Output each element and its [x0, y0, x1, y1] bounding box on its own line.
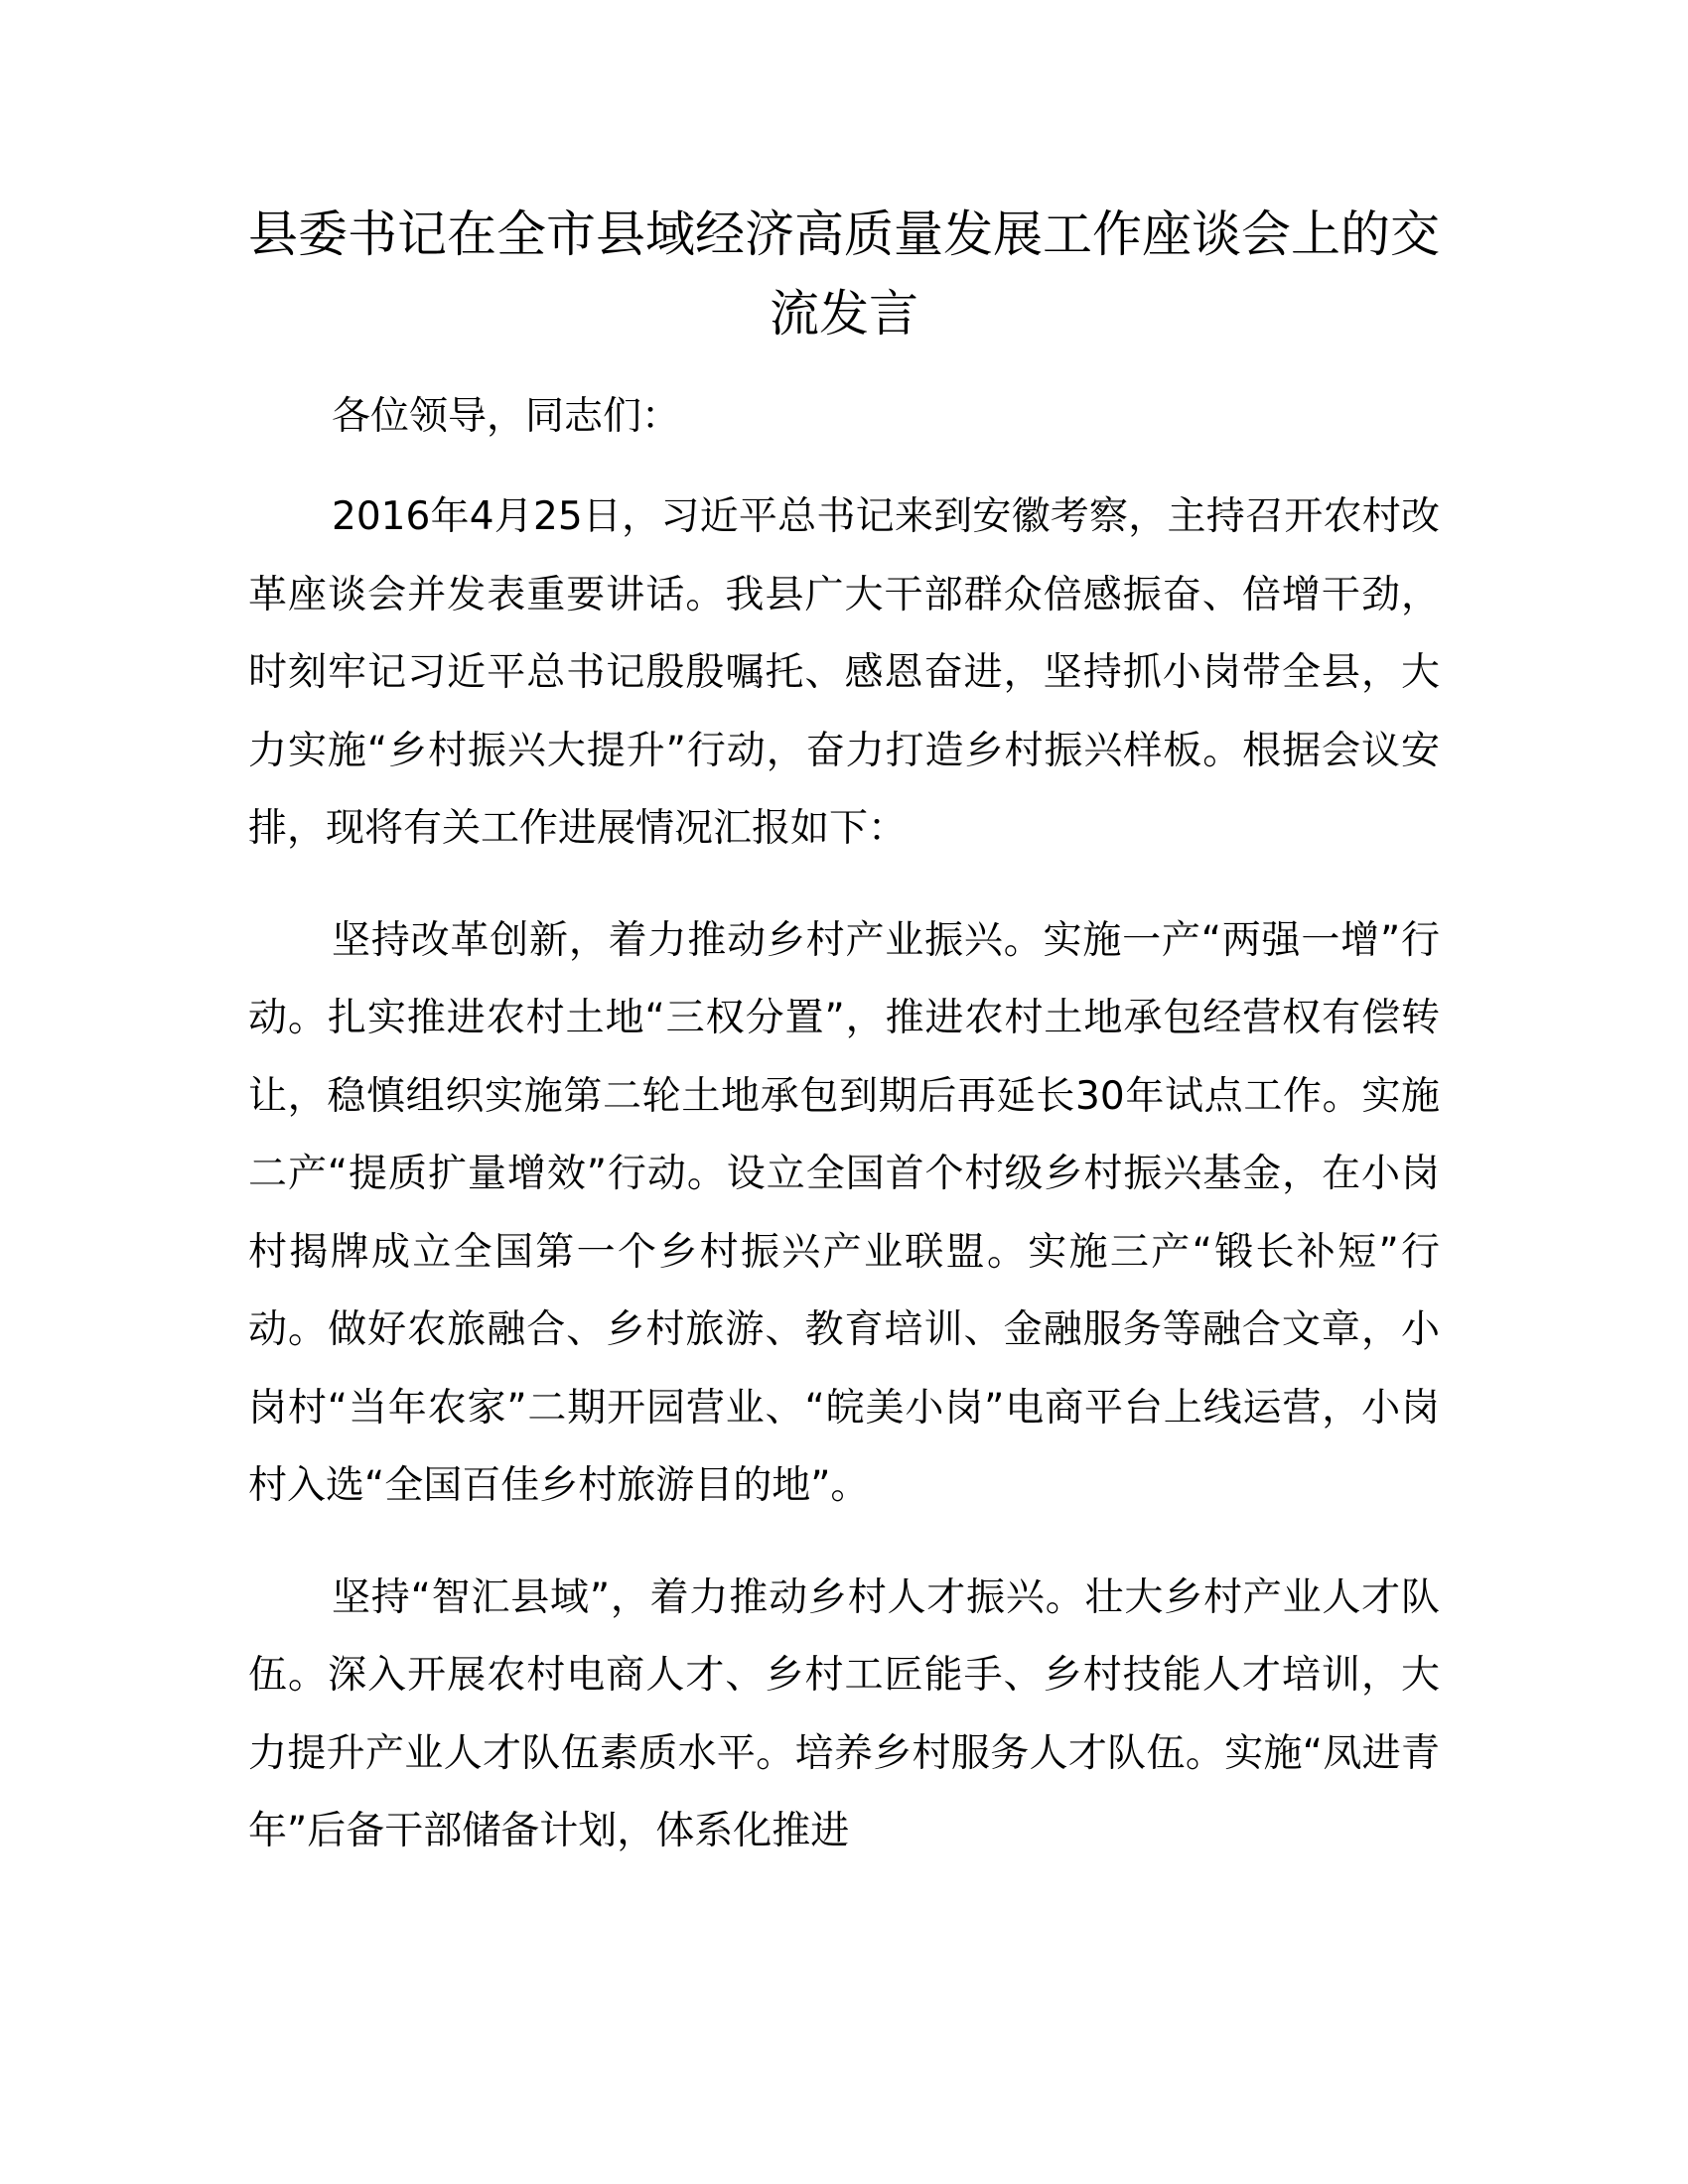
document-title: 县委书记在全市县域经济高质量发展工作座谈会上的交流发言	[248, 205, 1440, 342]
salutation: 各位领导，同志们：	[332, 394, 681, 439]
paragraph-industry-revitalization: 坚持改革创新，着力推动乡村产业振兴。实施一产“两强一增”行动。扎实推进农村土地“三权分置”，推进农村土地承包经营权有偿转让，稳慎组织实施第二轮土地承包到期后再延长30年试点工作。实施二产“提质扩量增效”行动。设立全国首个村级乡村振兴基金，在小岗村揭牌成立全国第一个乡村振兴产业联盟。实施三产“锻长补短”行动。做好农旅融合、乡村旅游、教育培训、金融服务等融合文章，小岗村“当年农家”二期开园营业、“皖美小岗”电商平台上线运营，小岗村入选“全国百佳乡村旅游目的地”。	[248, 917, 1440, 1508]
paragraph-intro: 2016年4月25日，习近平总书记来到安徽考察，主持召开农村改革座谈会并发表重要讲话。我县广大干部群众倍感振奋、倍增干劲，时刻牢记习近平总书记殷殷嘱托、感恩奋进，坚持抓小岗带全县，大力实施“乡村振兴大提升”行动，奋力打造乡村振兴样板。根据会议安排，现将有关工作进展情况汇报如下：	[248, 494, 1440, 851]
paragraph-talent-revitalization: 坚持“智汇县域”，着力推动乡村人才振兴。壮大乡村产业人才队伍。深入开展农村电商人才、乡村工匠能手、乡村技能人才培训，大力提升产业人才队伍素质水平。培养乡村服务人才队伍。实施“凤进青年”后备干部储备计划，体系化推进	[248, 1574, 1440, 1853]
document-page	[248, 195, 1440, 1871]
